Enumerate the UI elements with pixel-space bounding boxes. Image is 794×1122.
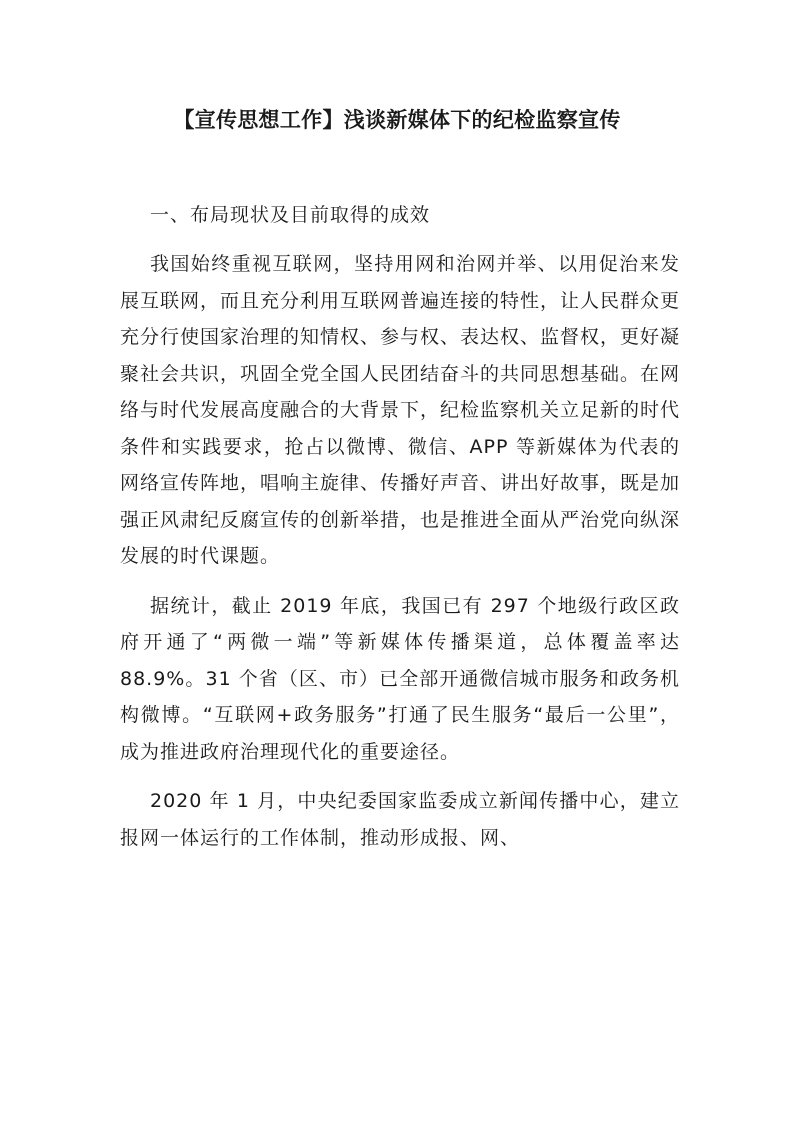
section-heading: 一、布局现状及目前取得的成效 xyxy=(150,204,431,226)
document-title: 【宣传思想工作】浅谈新媒体下的纪检监察宣传 xyxy=(173,108,621,132)
paragraph-2: 据统计，截止 2019 年底，我国已有 297 个地级行政区政府开通了“两微一端”等新媒体传播渠道，总体覆盖率达 88.9%。31 个省（区、市）已全部开通微信城市服务和政务机构微博。“互联网+政务服务”打通了民生服务“最后一公里”，成为推进政府治理现代化的重要途径。 xyxy=(120,594,680,763)
document-body xyxy=(120,197,680,869)
paragraph-3: 2020 年 1 月，中央纪委国家监委成立新闻传播中心，建立报网一体运行的工作体制，推动形成报、网、 xyxy=(120,790,680,849)
paragraph-1: 我国始终重视互联网，坚持用网和治网并举、以用促治来发展互联网，而且充分利用互联网普遍连接的特性，让人民群众更充分行使国家治理的知情权、参与权、表达权、监督权，更好凝聚社会共识，巩固全党全国人民团结奋斗的共同思想基础。在网络与时代发展高度融合的大背景下，纪检监察机关立足新的时代条件和实践要求，抢占以微博、微信、APP 等新媒体为代表的网络宣传阵地，唱响主旋律、传播好声音、讲出好故事，既是加强正风肃纪反腐宣传的创新举措，也是推进全面从严治党向纵深发展的时代课题。 xyxy=(120,253,681,567)
